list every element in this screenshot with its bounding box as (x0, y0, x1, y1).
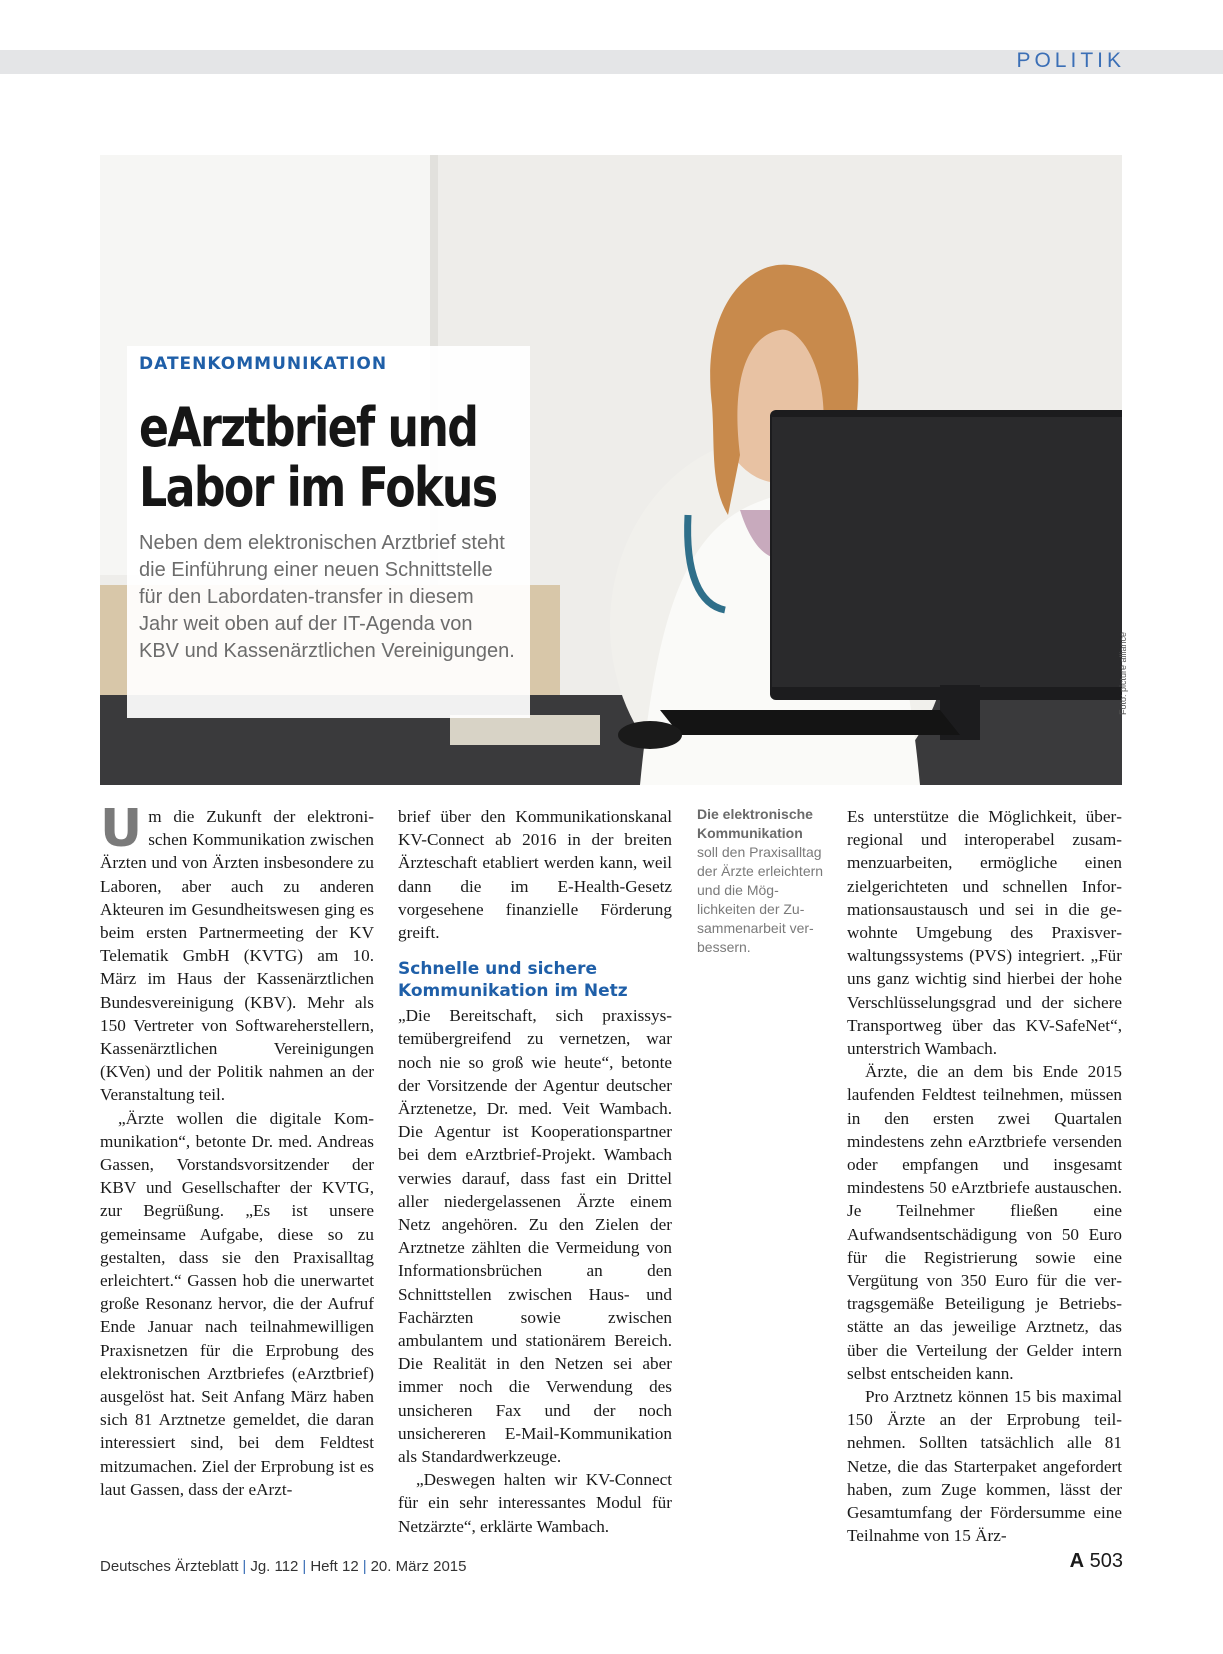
separator: | (242, 1558, 247, 1575)
date: 20. März 2015 (370, 1558, 467, 1575)
paragraph (100, 799, 374, 1107)
article-column-1 (100, 799, 374, 1501)
lead-text: Neben dem elektronischen Arztbrief steht die Einführung einer neuen Schnittstelle für den Labordaten-transfer in diesem Jahr weit oben auf der IT-Agenda von KBV und Kassenärztlichen Vereinigungen. (139, 532, 515, 662)
section-label: POLITIK (1016, 49, 1125, 72)
teaser-box (127, 346, 530, 718)
page-prefix: A (1069, 1550, 1085, 1572)
paragraph: „Ärzte wollen die digitale Kommunikation“, betonte Dr. med. Andreas Gassen, Vorstandsvorsitzender der KBV und Gesellschafter der KVTG, zur Begrüßung. „Es ist unsere gemeinsame Aufgabe, diese so zu gestalten, dass sie den Praxisalltag erleichtert.“ Gassen hob die unerwartet große Resonanz hervor, die der Aufruf Ende Januar nach teilnahmewilligen Praxisnetzen für die Erprobung des elektronischen Arztbriefes (eArztbrief) ausgelöst hat. Seit Anfang März haben sich 81 Arztnetze gemeldet, die daran interessiert sind, bei dem Feldtest mitzumachen. Ziel der Erprobung ist es laut Gassen, dass der eArzt- (100, 1108, 374, 1499)
volume: Jg. 112 (250, 1558, 299, 1575)
paragraph: Es unterstütze die Möglichkeit, überregional und interoperabel zusammenzuarbeiten, ermögliche einen zielgerichteten und schnellen Informationsaustausch und sei in die gewohnte Umgebung des Praxisverwaltungssystems (PVS) integriert. „Für uns ganz wichtig sind hierbei der hohe Verschlüsselungsgrad und der sichere Transportweg über das KV-SafeNet“, unterstrich Wambach. (847, 807, 1122, 1059)
drop-cap: U (100, 799, 143, 859)
kicker: DATENKOMMUNIKATION (139, 354, 388, 374)
paragraph: brief über den Kommunikationskanal KV-Connect ab 2016 in der breiten Ärzteschaft etabliert werden kann, weil dann die im E-Health-Gesetz vorgesehene finanzielle Förderung greift. (398, 807, 672, 943)
paragraph: „Deswegen halten wir KV-Connect für ein sehr interessantes Modul für Netzärzte“, erklärte Wambach. (398, 1470, 672, 1536)
paragraph: „Die Bereitschaft, sich praxissystemübergreifend zu vernetzen, war noch nie so groß wie heute“, betonte der Vorsitzende der Agentur deutscher Ärztenetze, Dr. med. Veit Wambach. Die Agentur ist Kooperationspartner bei dem eArztbrief-Projekt. Wambach verwies darauf, dass fast ein Drittel aller niedergelassenen Ärzte einem Netz angehören. Zu den Zielen der Arztnetze zählten die Vermeidung von Informationsbrüchen an den Schnittstellen zwischen Haus- und Fachärzten sowie zwischen ambulantem und stationärem Bereich. Die Realität in den Netzen sei aber immer noch die Verwendung des unsicheren Fax und der noch unsichereren E-Mail-Kommunikation als Standardwerkzeuge. (398, 1006, 672, 1467)
paragraph: Pro Arztnetz können 15 bis maximal 150 Ärzte an der Erprobung teilnehmen. Sollten tatsächlich alle 81 Netze, die das Starterpaket angefordert haben, zum Zuge kommen, lässt der Gesamtumfang der Fördersumme eine Teilnahme von 15 Ärz- (847, 1387, 1122, 1546)
headline-line-1: eArztbrief und (139, 396, 478, 459)
footer (100, 1558, 466, 1575)
separator: | (362, 1558, 367, 1575)
caption-text: soll den Praxisalltag der Ärzte erleichtern und die Möglichkeiten der Zusammenarbeit verbessern. (697, 844, 824, 955)
photo-caption (697, 805, 827, 957)
article-column-2 (398, 805, 672, 1538)
paragraph: Ärzte, die an dem bis Ende 2015 laufenden Feldtest teilnehmen, müssen in den ersten zwei Quartalen mindestens zehn eArztbriefe versenden oder empfangen und insgesamt mindestens 50 eArztbriefe austauschen. Je Teilnehmer fließen eine Aufwandsentschädigung von 50 Euro für die Registrierung sowie eine Vergütung von 350 Euro für die vertragsgemäße Beteiligung je Betriebsstätte an das jeweilige Arztnetz, das über die Verteilung der Gelder intern selbst entscheiden kann. (847, 1062, 1122, 1383)
page-number-value: 503 (1089, 1550, 1123, 1572)
journal-name: Deutsches Ärzteblatt (100, 1558, 239, 1575)
headline (139, 398, 524, 518)
issue: Heft 12 (310, 1558, 359, 1575)
article-column-4 (847, 805, 1122, 1548)
photo-credit: Foto: picture alliance (1118, 631, 1128, 715)
page-number (1070, 1550, 1123, 1573)
caption-bold: Die elektronische Kommunikation (697, 806, 813, 841)
subheading: Schnelle und sichere Kommunikation im Netz (398, 959, 628, 1002)
headline-line-2: Labor im Fokus (139, 456, 497, 519)
paragraph-text: m die Zukunft der elektronischen Kommunikation zwischen Ärzten und von Ärzten insbesondere zu Laboren, aber auch zu anderen Akteuren im Gesundheitswesen ging es beim ersten Partnermeeting der KV Telematik GmbH (KVTG) am 10. März im Haus der Kassenärztlichen Bundesvereinigung (KBV). Mehr als 150 Vertreter von Softwareherstellern, Kassenärztlichen Vereinigungen (KVen) und der Politik nahmen an der Veranstaltung teil. (100, 807, 374, 1105)
separator: | (302, 1558, 307, 1575)
